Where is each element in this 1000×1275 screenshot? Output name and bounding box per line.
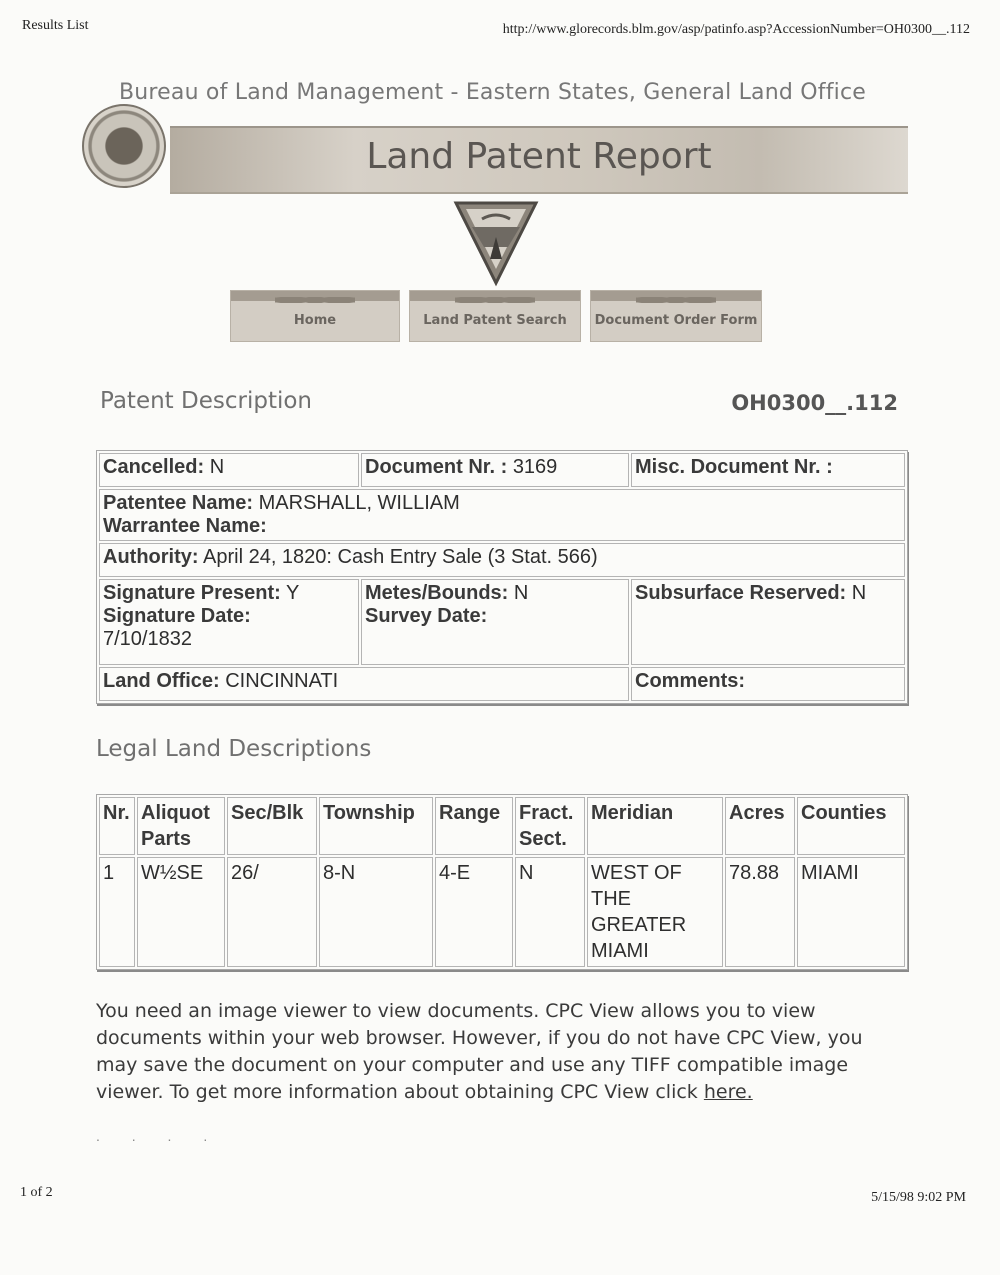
table-cell: 4-E: [435, 857, 513, 967]
column-header: Counties: [797, 797, 905, 855]
table-row: [99, 857, 905, 967]
banner-title: Land Patent Report: [366, 136, 712, 177]
column-header: Aliquot Parts: [137, 797, 225, 855]
home-nav-label: Home: [293, 313, 337, 328]
subsurface-value: N: [851, 582, 867, 604]
document-order-form-nav-label: Document Order Form: [594, 313, 758, 328]
misc-document-cell: Misc. Document Nr. :: [631, 453, 905, 487]
table-cell: 78.88: [725, 857, 795, 967]
report-banner: [170, 126, 908, 194]
cpc-view-here-link[interactable]: here.: [703, 1081, 753, 1103]
table-cell: 1: [99, 857, 135, 967]
blm-shield-icon: [452, 197, 540, 287]
legal-land-descriptions-heading: Legal Land Descriptions: [96, 736, 372, 762]
table-cell: 26/: [227, 857, 317, 967]
land-patent-search-nav-label: Land Patent Search: [423, 313, 567, 328]
land-office-cell: Land Office: CINCINNATI: [99, 667, 629, 701]
print-header-title: Results List: [22, 18, 89, 33]
viewer-note-text: You need an image viewer to view documents. CPC View allows you to view documents within your web browser. However, if you do not have CPC View, you may save the document on your computer and use any TIFF compatible image viewer. To get more information about obtaining CPC View click: [96, 1000, 863, 1103]
document-order-form-nav-button[interactable]: [590, 290, 762, 342]
column-header: Sec/Blk: [227, 797, 317, 855]
cancelled-value: N: [209, 456, 225, 478]
table-cell: MIAMI: [797, 857, 905, 967]
trailing-marks: . . . .: [96, 1128, 222, 1144]
viewer-note: [96, 998, 906, 1106]
print-header-url: http://www.glorecords.blm.gov/asp/patinfo.asp?AccessionNumber=OH0300__.112: [502, 22, 970, 37]
land-office-value: CINCINNATI: [225, 670, 339, 692]
patent-description-table: [96, 450, 908, 704]
patent-description-heading: Patent Description: [100, 388, 312, 414]
doi-seal-icon: [82, 104, 166, 188]
column-header: Acres: [725, 797, 795, 855]
table-cell: W½SE: [137, 857, 225, 967]
signature-date-value: 7/10/1832: [103, 628, 192, 650]
column-header: Township: [319, 797, 433, 855]
nav-ornament-icon: [455, 293, 535, 307]
legal-land-descriptions-table: [96, 794, 908, 970]
column-header: Meridian: [587, 797, 723, 855]
print-datetime: 5/15/98 9:02 PM: [871, 1190, 966, 1205]
signature-present-value: Y: [286, 582, 300, 604]
home-nav-button[interactable]: [230, 290, 400, 342]
nav-ornament-icon: [275, 293, 355, 307]
table-cell: N: [515, 857, 585, 967]
metes-bounds-value: N: [513, 582, 529, 604]
table-cell: 8-N: [319, 857, 433, 967]
comments-cell: Comments:: [631, 667, 905, 701]
page-count: 1 of 2: [20, 1185, 53, 1200]
metes-bounds-cell: Metes/Bounds: N Survey Date:: [361, 579, 629, 665]
accession-number: OH0300__.112: [731, 391, 898, 415]
agency-title: Bureau of Land Management - Eastern States, General Land Office: [118, 80, 866, 105]
document-nr-value: 3169: [512, 456, 558, 478]
subsurface-cell: Subsurface Reserved: N: [631, 579, 905, 665]
column-header: Nr.: [99, 797, 135, 855]
patentee-cell: Patentee Name: MARSHALL, WILLIAM Warrantee Name:: [99, 489, 905, 541]
column-header: Fract. Sect.: [515, 797, 585, 855]
land-patent-search-nav-button[interactable]: [409, 290, 581, 342]
signature-cell: Signature Present: Y Signature Date: 7/10/1832: [99, 579, 359, 665]
table-cell: WEST OF THE GREATER MIAMI: [587, 857, 723, 967]
nav-ornament-icon: [636, 293, 716, 307]
cancelled-cell: Cancelled: N: [99, 453, 359, 487]
patentee-value: MARSHALL, WILLIAM: [258, 492, 460, 514]
authority-cell: Authority: April 24, 1820: Cash Entry Sale (3 Stat. 566): [99, 543, 905, 577]
table-header-row: [99, 797, 905, 855]
authority-value: April 24, 1820: Cash Entry Sale (3 Stat. 566): [203, 546, 598, 568]
document-nr-cell: Document Nr. : 3169: [361, 453, 629, 487]
column-header: Range: [435, 797, 513, 855]
